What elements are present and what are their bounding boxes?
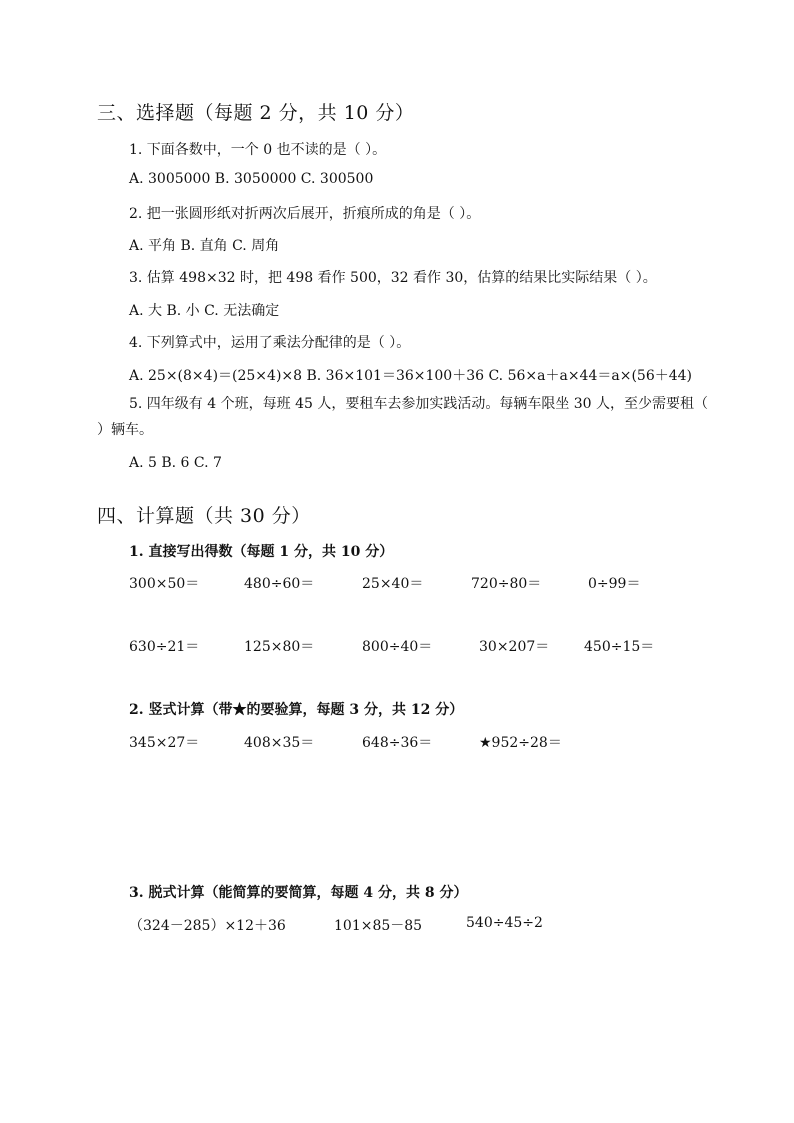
section3-title: 三、选择题（每题 2 分，共 10 分） (97, 102, 415, 124)
question-1-options: A. 3005000 B. 3050000 C. 300500 (129, 171, 374, 187)
stepwise-calc-item: （324－285）×12＋36 (129, 918, 286, 934)
oral-calc-item: 25×40＝ (362, 576, 424, 592)
part2-title: 2. 竖式计算（带★的要验算，每题 3 分，共 12 分） (129, 702, 464, 718)
question-4-options: A. 25×(8×4)＝(25×4)×8 B. 36×101＝36×100＋36 C. 56×a＋a×44＝a×(56＋44) (129, 368, 693, 384)
part3-title: 3. 脱式计算（能简算的要简算，每题 4 分，共 8 分） (129, 885, 468, 901)
stepwise-calc-item: 540÷45÷2 (466, 915, 543, 931)
question-2-options: A. 平角 B. 直角 C. 周角 (129, 238, 280, 254)
stepwise-calc-item: 101×85－85 (334, 918, 423, 934)
question-3: 3. 估算 498×32 时，把 498 看作 500，32 看作 30，估算的结果比实际结果（ ）。 (129, 270, 657, 286)
question-1: 1. 下面各数中，一个 0 也不读的是（ ）。 (129, 142, 387, 158)
question-4: 4. 下列算式中，运用了乘法分配律的是（ ）。 (129, 335, 411, 351)
vertical-calc-item: ★952÷28＝ (479, 735, 562, 751)
section4-title: 四、计算题（共 30 分） (97, 505, 311, 527)
question-2: 2. 把一张圆形纸对折两次后展开，折痕所成的角是（ ）。 (129, 206, 481, 222)
oral-calc-item: 480÷60＝ (244, 576, 315, 592)
oral-calc-item: 300×50＝ (129, 576, 200, 592)
question-3-options: A. 大 B. 小 C. 无法确定 (129, 303, 280, 319)
vertical-calc-item: 345×27＝ (129, 735, 200, 751)
oral-calc-item: 125×80＝ (244, 639, 315, 655)
question-5-options: A. 5 B. 6 C. 7 (129, 455, 222, 471)
oral-calc-item: 630÷21＝ (129, 639, 200, 655)
part1-title: 1. 直接写出得数（每题 1 分，共 10 分） (129, 544, 394, 560)
oral-calc-item: 800÷40＝ (362, 639, 433, 655)
vertical-calc-item: 648÷36＝ (362, 735, 433, 751)
oral-calc-item: 30×207＝ (479, 639, 550, 655)
oral-calc-item: 450÷15＝ (584, 639, 655, 655)
question-5: 5. 四年级有 4 个班，每班 45 人，要租车去参加实践活动。每辆车限坐 30 人，至少需要租（ ）辆车。 (97, 396, 709, 438)
vertical-calc-item: 408×35＝ (244, 735, 315, 751)
oral-calc-item: 0÷99＝ (588, 576, 641, 592)
oral-calc-item: 720÷80＝ (471, 576, 542, 592)
